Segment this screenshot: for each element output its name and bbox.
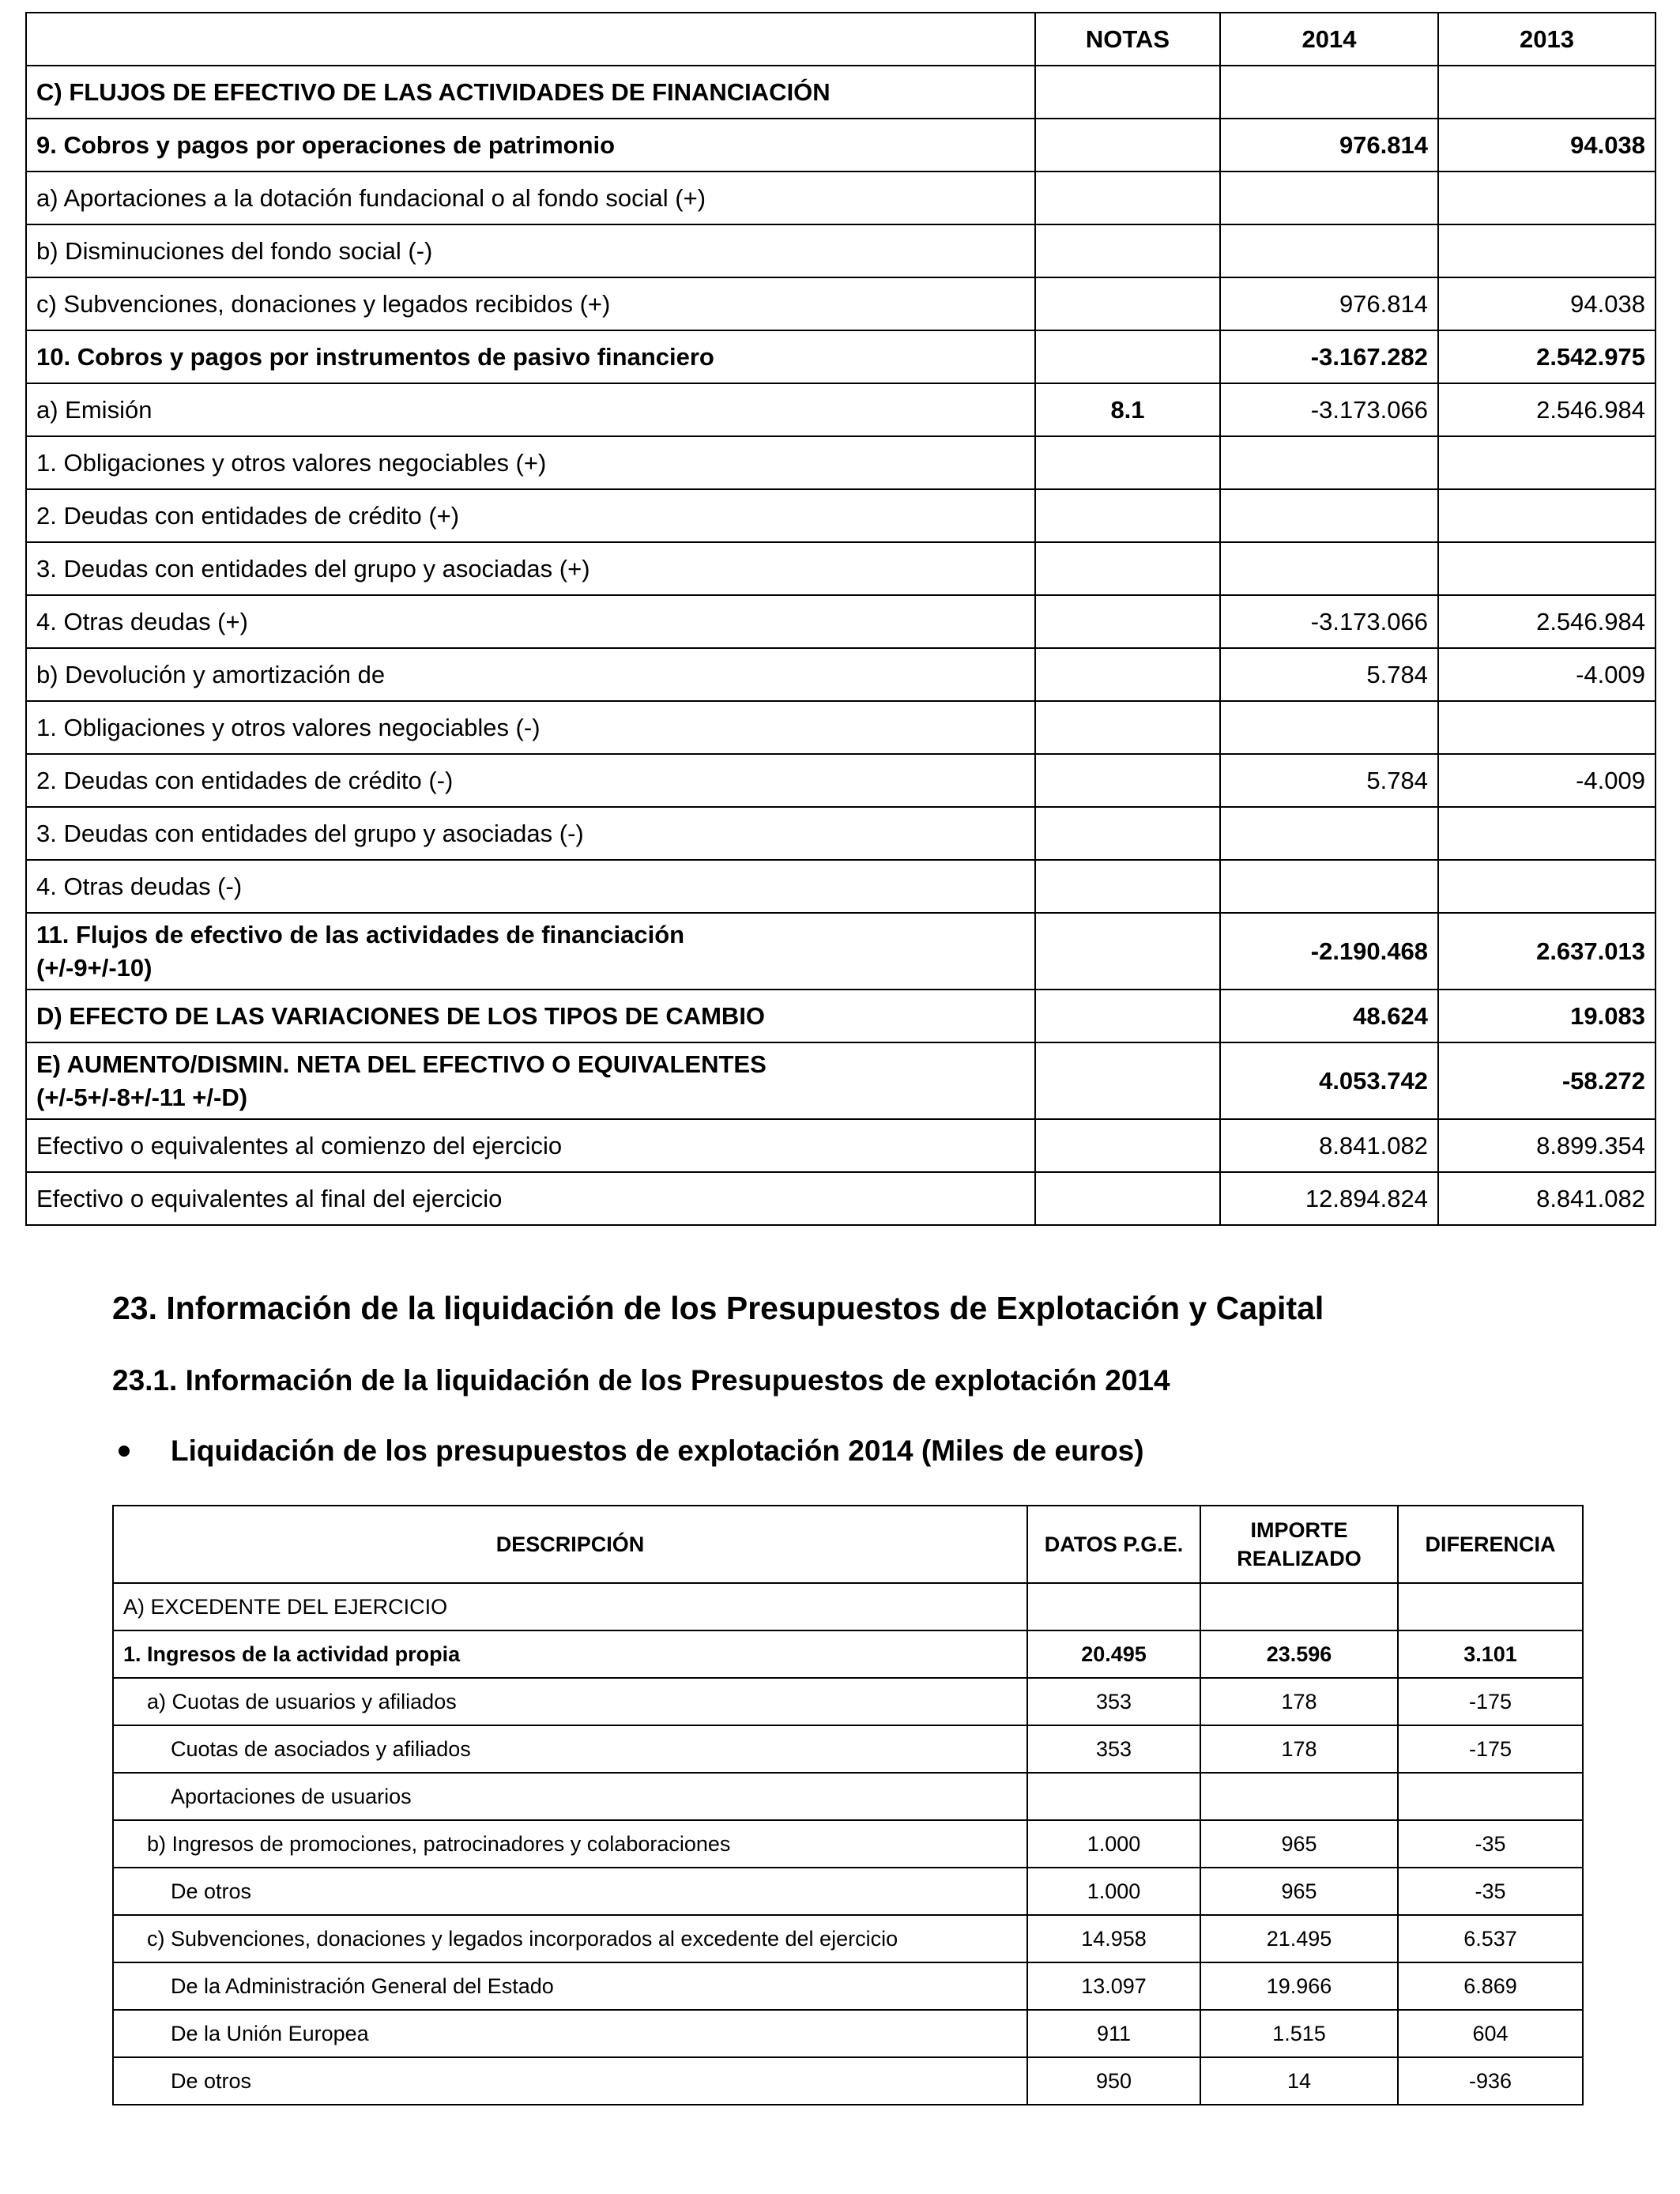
- row-value-2013: 2.542.975: [1438, 330, 1656, 383]
- row-value-2014: 48.624: [1220, 990, 1438, 1042]
- row-label: De la Unión Europea: [113, 2010, 1027, 2057]
- header-description: [26, 13, 1035, 66]
- row-label: De la Administración General del Estado: [113, 1962, 1027, 2010]
- table-row: [26, 172, 1656, 224]
- table-row: [113, 1678, 1583, 1725]
- row-notes: [1035, 754, 1220, 807]
- row-value-2013: [1438, 172, 1656, 224]
- row-value-2013: 2.546.984: [1438, 595, 1656, 648]
- row-value-2013: [1438, 489, 1656, 542]
- row-value-2014: 12.894.824: [1220, 1172, 1438, 1225]
- row-label: a) Aportaciones a la dotación fundacional o al fondo social (+): [26, 172, 1035, 224]
- row-value-2014: [1220, 436, 1438, 489]
- row-pge: 1.000: [1027, 1820, 1200, 1868]
- row-label: 10. Cobros y pagos por instrumentos de pasivo financiero: [26, 330, 1035, 383]
- row-label: [26, 913, 1035, 990]
- table-row: [113, 2010, 1583, 2057]
- row-value-2014: 5.784: [1220, 754, 1438, 807]
- row-diferencia: 604: [1398, 2010, 1583, 2057]
- row-label: De otros: [113, 1868, 1027, 1915]
- table-row: [113, 1915, 1583, 1962]
- row-label: b) Disminuciones del fondo social (-): [26, 224, 1035, 277]
- row-label: 3. Deudas con entidades del grupo y asociadas (-): [26, 807, 1035, 860]
- row-pge: 20.495: [1027, 1630, 1200, 1678]
- row-notes: [1035, 595, 1220, 648]
- row-importe: 178: [1200, 1725, 1398, 1773]
- header-importe: [1200, 1506, 1398, 1583]
- row-value-2014: [1220, 489, 1438, 542]
- row-label-line2: (+/-5+/-8+/-11 +/-D): [36, 1083, 248, 1111]
- row-pge: 353: [1027, 1725, 1200, 1773]
- row-value-2014: 4.053.742: [1220, 1042, 1438, 1119]
- table-row: [113, 1868, 1583, 1915]
- row-pge: 13.097: [1027, 1962, 1200, 2010]
- row-value-2013: 2.546.984: [1438, 383, 1656, 436]
- row-importe: 21.495: [1200, 1915, 1398, 1962]
- row-label-line2: (+/-9+/-10): [36, 953, 153, 982]
- row-value-2013: 2.637.013: [1438, 913, 1656, 990]
- row-notes: [1035, 807, 1220, 860]
- table-header-row: [26, 13, 1656, 66]
- table-row: [26, 119, 1656, 172]
- row-label: 1. Obligaciones y otros valores negociables (+): [26, 436, 1035, 489]
- header-year-2014: 2014: [1220, 13, 1438, 66]
- row-value-2013: -4.009: [1438, 754, 1656, 807]
- bullet-heading: [112, 1434, 1144, 1468]
- row-label: 2. Deudas con entidades de crédito (+): [26, 489, 1035, 542]
- row-label: Efectivo o equivalentes al comienzo del ejercicio: [26, 1119, 1035, 1172]
- row-value-2013: 94.038: [1438, 277, 1656, 330]
- row-diferencia: -936: [1398, 2057, 1583, 2105]
- row-notes: [1035, 66, 1220, 119]
- row-label: b) Devolución y amortización de: [26, 648, 1035, 701]
- table-row: [113, 1773, 1583, 1820]
- row-diferencia: 6.869: [1398, 1962, 1583, 2010]
- row-label: 4. Otras deudas (-): [26, 860, 1035, 913]
- row-notes: [1035, 990, 1220, 1042]
- row-label: A) EXCEDENTE DEL EJERCICIO: [113, 1583, 1027, 1630]
- row-notes: [1035, 1172, 1220, 1225]
- row-notes: [1035, 277, 1220, 330]
- table-row: [26, 990, 1656, 1042]
- row-importe: [1200, 1773, 1398, 1820]
- table-row: [26, 648, 1656, 701]
- row-notes: 8.1: [1035, 383, 1220, 436]
- budget-table: [112, 1505, 1584, 2105]
- row-value-2014: [1220, 66, 1438, 119]
- row-value-2013: [1438, 542, 1656, 595]
- table-row: [26, 330, 1656, 383]
- table-row: [26, 436, 1656, 489]
- header-description: DESCRIPCIÓN: [113, 1506, 1027, 1583]
- row-value-2014: -3.173.066: [1220, 383, 1438, 436]
- row-label: [26, 1042, 1035, 1119]
- row-value-2014: [1220, 807, 1438, 860]
- table-row: [26, 383, 1656, 436]
- table-row: [26, 66, 1656, 119]
- row-value-2014: [1220, 172, 1438, 224]
- row-pge: 14.958: [1027, 1915, 1200, 1962]
- row-value-2013: [1438, 436, 1656, 489]
- row-importe: [1200, 1583, 1398, 1630]
- table-row: [113, 2057, 1583, 2105]
- row-value-2014: 5.784: [1220, 648, 1438, 701]
- header-importe-line2: REALIZADO: [1237, 1547, 1362, 1570]
- row-diferencia: -35: [1398, 1868, 1583, 1915]
- row-label: 2. Deudas con entidades de crédito (-): [26, 754, 1035, 807]
- row-value-2014: [1220, 860, 1438, 913]
- bullet-heading-text: Liquidación de los presupuestos de explotación 2014 (Miles de euros): [171, 1434, 1144, 1467]
- row-value-2014: -3.167.282: [1220, 330, 1438, 383]
- header-notes: NOTAS: [1035, 13, 1220, 66]
- row-value-2013: [1438, 807, 1656, 860]
- section-heading: 23. Información de la liquidación de los Presupuestos de Explotación y Capital: [112, 1290, 1324, 1326]
- row-notes: [1035, 224, 1220, 277]
- row-label: De otros: [113, 2057, 1027, 2105]
- row-notes: [1035, 1042, 1220, 1119]
- table-row: [113, 1630, 1583, 1678]
- row-pge: 1.000: [1027, 1868, 1200, 1915]
- row-notes: [1035, 119, 1220, 172]
- row-notes: [1035, 542, 1220, 595]
- row-label: D) EFECTO DE LAS VARIACIONES DE LOS TIPOS DE CAMBIO: [26, 990, 1035, 1042]
- row-notes: [1035, 648, 1220, 701]
- row-diferencia: [1398, 1583, 1583, 1630]
- row-importe: 178: [1200, 1678, 1398, 1725]
- row-value-2013: 8.899.354: [1438, 1119, 1656, 1172]
- header-year-2013: 2013: [1438, 13, 1656, 66]
- table-header-row: [113, 1506, 1583, 1583]
- table-row: [26, 1119, 1656, 1172]
- row-label: 9. Cobros y pagos por operaciones de patrimonio: [26, 119, 1035, 172]
- table-row: [26, 1172, 1656, 1225]
- table-row: [26, 913, 1656, 990]
- table-row: [113, 1962, 1583, 2010]
- table-row: [113, 1583, 1583, 1630]
- row-value-2014: 976.814: [1220, 277, 1438, 330]
- table-row: [26, 542, 1656, 595]
- header-pge: DATOS P.G.E.: [1027, 1506, 1200, 1583]
- row-label-line1: 11. Flujos de efectivo de las actividades de financiación: [36, 920, 685, 948]
- row-importe: 23.596: [1200, 1630, 1398, 1678]
- row-value-2014: -2.190.468: [1220, 913, 1438, 990]
- row-value-2014: 976.814: [1220, 119, 1438, 172]
- row-label: 3. Deudas con entidades del grupo y asociadas (+): [26, 542, 1035, 595]
- header-diferencia: DIFERENCIA: [1398, 1506, 1583, 1583]
- row-label: C) FLUJOS DE EFECTIVO DE LAS ACTIVIDADES DE FINANCIACIÓN: [26, 66, 1035, 119]
- row-diferencia: -175: [1398, 1725, 1583, 1773]
- row-pge: [1027, 1583, 1200, 1630]
- row-diferencia: -175: [1398, 1678, 1583, 1725]
- row-pge: 353: [1027, 1678, 1200, 1725]
- row-importe: 965: [1200, 1820, 1398, 1868]
- row-label: Aportaciones de usuarios: [113, 1773, 1027, 1820]
- row-diferencia: -35: [1398, 1820, 1583, 1868]
- row-notes: [1035, 701, 1220, 754]
- row-label: Cuotas de asociados y afiliados: [113, 1725, 1027, 1773]
- row-value-2013: [1438, 860, 1656, 913]
- table-row: [26, 224, 1656, 277]
- table-row: [113, 1820, 1583, 1868]
- row-label: b) Ingresos de promociones, patrocinadores y colaboraciones: [113, 1820, 1027, 1868]
- row-label: a) Cuotas de usuarios y afiliados: [113, 1678, 1027, 1725]
- table-row: [26, 701, 1656, 754]
- bullet-icon: [119, 1446, 130, 1457]
- row-value-2014: [1220, 224, 1438, 277]
- row-label: c) Subvenciones, donaciones y legados recibidos (+): [26, 277, 1035, 330]
- row-value-2013: [1438, 701, 1656, 754]
- table-row: [26, 277, 1656, 330]
- table-row: [26, 807, 1656, 860]
- row-pge: 911: [1027, 2010, 1200, 2057]
- header-importe-line1: IMPORTE: [1250, 1518, 1348, 1542]
- table-row: [26, 860, 1656, 913]
- subsection-heading: 23.1. Información de la liquidación de los Presupuestos de explotación 2014: [112, 1364, 1170, 1397]
- row-notes: [1035, 489, 1220, 542]
- row-notes: [1035, 913, 1220, 990]
- cash-flow-table: [25, 12, 1656, 1226]
- row-label: a) Emisión: [26, 383, 1035, 436]
- row-value-2013: 8.841.082: [1438, 1172, 1656, 1225]
- row-label-line1: E) AUMENTO/DISMIN. NETA DEL EFECTIVO O EQUIVALENTES: [36, 1050, 767, 1078]
- row-pge: [1027, 1773, 1200, 1820]
- row-label: 1. Ingresos de la actividad propia: [113, 1630, 1027, 1678]
- table-row: [113, 1725, 1583, 1773]
- row-value-2014: -3.173.066: [1220, 595, 1438, 648]
- row-pge: 950: [1027, 2057, 1200, 2105]
- table-row: [26, 1042, 1656, 1119]
- row-importe: 965: [1200, 1868, 1398, 1915]
- row-importe: 1.515: [1200, 2010, 1398, 2057]
- row-value-2013: -4.009: [1438, 648, 1656, 701]
- row-notes: [1035, 436, 1220, 489]
- row-diferencia: [1398, 1773, 1583, 1820]
- row-importe: 14: [1200, 2057, 1398, 2105]
- row-value-2013: -58.272: [1438, 1042, 1656, 1119]
- table-row: [26, 489, 1656, 542]
- row-importe: 19.966: [1200, 1962, 1398, 2010]
- row-notes: [1035, 172, 1220, 224]
- row-value-2013: 94.038: [1438, 119, 1656, 172]
- row-notes: [1035, 330, 1220, 383]
- row-notes: [1035, 1119, 1220, 1172]
- table-row: [26, 754, 1656, 807]
- row-label: c) Subvenciones, donaciones y legados incorporados al excedente del ejercicio: [113, 1915, 1027, 1962]
- row-notes: [1035, 860, 1220, 913]
- row-value-2014: [1220, 701, 1438, 754]
- row-value-2013: 19.083: [1438, 990, 1656, 1042]
- row-value-2014: 8.841.082: [1220, 1119, 1438, 1172]
- row-label: 4. Otras deudas (+): [26, 595, 1035, 648]
- row-value-2014: [1220, 542, 1438, 595]
- table-row: [26, 595, 1656, 648]
- row-value-2013: [1438, 224, 1656, 277]
- row-diferencia: 3.101: [1398, 1630, 1583, 1678]
- row-diferencia: 6.537: [1398, 1915, 1583, 1962]
- row-label: Efectivo o equivalentes al final del ejercicio: [26, 1172, 1035, 1225]
- row-value-2013: [1438, 66, 1656, 119]
- row-label: 1. Obligaciones y otros valores negociables (-): [26, 701, 1035, 754]
